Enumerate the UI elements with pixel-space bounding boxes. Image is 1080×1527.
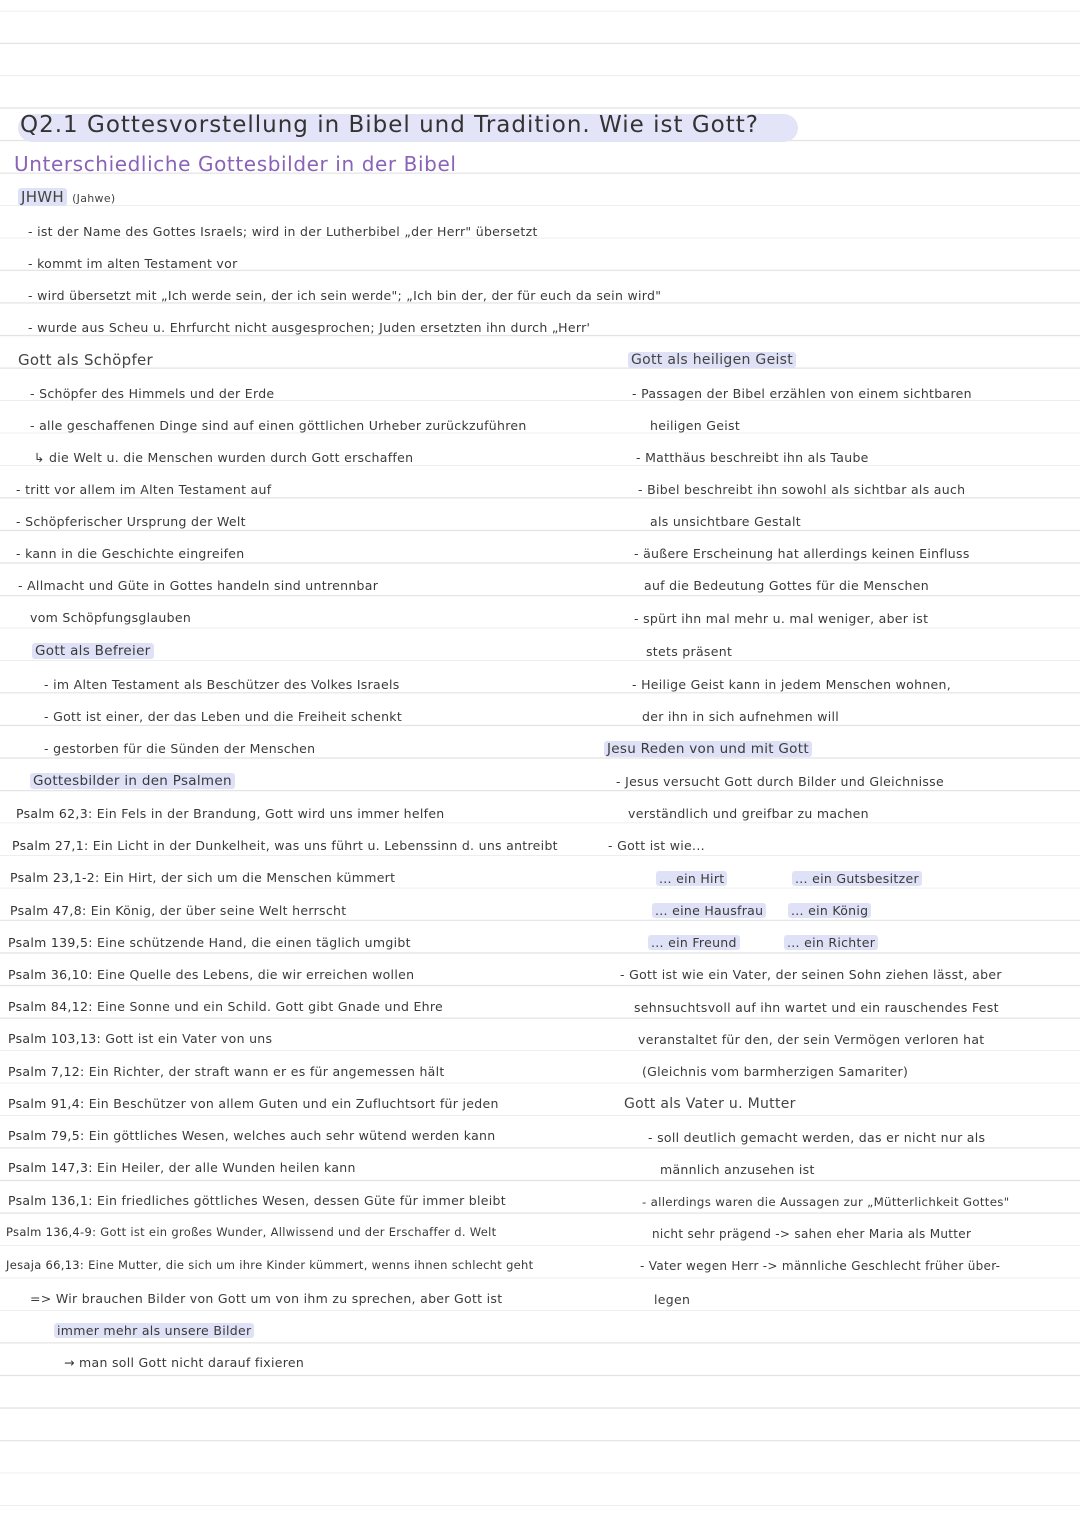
vater-mutter-item: männlich anzusehen ist	[660, 1162, 815, 1177]
jesu-item: - Gott ist wie...	[608, 838, 705, 853]
schoepfer-item: - alle geschaffenen Dinge sind auf einen göttlichen Urheber zurückzuführen	[30, 418, 527, 433]
geist-item: - Matthäus beschreibt ihn als Taube	[636, 450, 869, 465]
psalmen-conclusion: → man soll Gott nicht darauf fixieren	[64, 1355, 305, 1370]
jesu-item: verständlich und greifbar zu machen	[628, 806, 869, 821]
vater-mutter-item: - Vater wegen Herr -> männliche Geschlecht früher über-	[640, 1259, 1001, 1273]
psalm-line	[8, 1193, 506, 1208]
geist-item: auf die Bedeutung Gottes für die Menschen	[644, 578, 929, 593]
psalm-line	[8, 1064, 445, 1079]
geist-item: - Bibel beschreibt ihn sowohl als sichtbar als auch	[638, 482, 966, 497]
psalm-line	[6, 1258, 533, 1272]
psalm-text: Gott ist ein großes Wunder, Allwissend und der Erschaffer d. Welt	[100, 1225, 497, 1239]
geist-heading	[628, 352, 796, 368]
vater-mutter-heading: Gott als Vater u. Mutter	[624, 1096, 796, 1112]
psalm-text: Ein König, der über seine Welt herrscht	[90, 903, 347, 918]
psalm-text: Ein Hirt, der sich um die Menschen kümmert	[103, 870, 396, 885]
psalmen-conclusion: => Wir brauchen Bilder von Gott um von ihm zu sprechen, aber Gott ist	[30, 1291, 503, 1306]
psalm-ref: Psalm 136,1:	[8, 1193, 93, 1208]
jhwh-item: - wurde aus Scheu u. Ehrfurcht nicht ausgesprochen; Juden ersetzten ihn durch „Herr'	[28, 320, 591, 335]
page-title: Q2.1 Gottesvorstellung in Bibel und Tradition. Wie ist Gott?	[20, 112, 759, 138]
psalm-line	[8, 1128, 496, 1143]
jhwh-heading	[18, 188, 116, 206]
psalm-line	[12, 838, 558, 853]
vater-mutter-item: nicht sehr prägend -> sahen eher Maria als Mutter	[652, 1227, 972, 1241]
psalm-ref: Psalm 79,5:	[8, 1128, 85, 1143]
psalmen-conclusion	[54, 1323, 254, 1338]
jhwh-heading-text: JHWH	[18, 188, 67, 206]
schoepfer-heading: Gott als Schöpfer	[18, 351, 154, 369]
psalm-text: Eine Sonne und ein Schild. Gott gibt Gnade und Ehre	[97, 999, 444, 1014]
befreier-item: - Gott ist einer, der das Leben und die Freiheit schenkt	[44, 709, 403, 724]
schoepfer-item: - Schöpfer des Himmels und der Erde	[30, 386, 275, 401]
jesu-image-text: ... ein Freund	[648, 935, 740, 950]
geist-item: der ihn in sich aufnehmen will	[642, 709, 840, 724]
psalm-text: Ein Richter, der straft wann er es für angemessen hält	[88, 1064, 445, 1079]
psalmen-conclusion-highlight: immer mehr als unsere Bilder	[54, 1323, 254, 1338]
jesu-image	[656, 871, 727, 886]
geist-item: - spürt ihn mal mehr u. mal weniger, aber ist	[634, 611, 929, 626]
psalm-line	[10, 870, 395, 885]
jesu-image-text: ... ein Hirt	[656, 871, 727, 886]
psalm-ref: Psalm 62,3:	[16, 806, 93, 821]
jhwh-item: - wird übersetzt mit „Ich werde sein, der ich sein werde"; „Ich bin der, der für euch da sein wird"	[28, 288, 662, 303]
psalm-line	[10, 903, 346, 918]
geist-item: heiligen Geist	[650, 418, 741, 433]
psalm-line	[8, 1096, 499, 1111]
psalm-line	[8, 935, 411, 950]
geist-item: als unsichtbare Gestalt	[650, 514, 801, 529]
jesu-image	[788, 903, 871, 918]
jesu-image	[792, 871, 922, 886]
psalm-line	[8, 967, 414, 982]
jesu-item: - Gott ist wie ein Vater, der seinen Sohn ziehen lässt, aber	[620, 967, 1002, 982]
psalm-text: Ein Heiler, der alle Wunden heilen kann	[97, 1160, 356, 1175]
psalm-ref: Psalm 84,12:	[8, 999, 93, 1014]
schoepfer-item: - kann in die Geschichte eingreifen	[16, 546, 245, 561]
psalm-text: Ein göttliches Wesen, welches auch sehr wütend werden kann	[88, 1128, 496, 1143]
psalm-line	[6, 1225, 496, 1239]
jhwh-item: - kommt im alten Testament vor	[28, 256, 238, 271]
jesu-image	[652, 903, 766, 918]
jesu-image	[648, 935, 740, 950]
psalmen-heading	[30, 773, 235, 789]
psalm-text: Eine Quelle des Lebens, die wir erreichen wollen	[97, 967, 415, 982]
schoepfer-item: - tritt vor allem im Alten Testament auf	[16, 482, 272, 497]
psalm-ref: Psalm 23,1-2:	[10, 870, 100, 885]
schoepfer-item: ↳ die Welt u. die Menschen wurden durch Gott erschaffen	[34, 450, 414, 465]
jesu-image-text: ... eine Hausfrau	[652, 903, 766, 918]
psalm-line	[8, 1160, 356, 1175]
jesu-item: veranstaltet für den, der sein Vermögen verloren hat	[638, 1032, 985, 1047]
jhwh-item: - ist der Name des Gottes Israels; wird in der Lutherbibel „der Herr" übersetzt	[28, 224, 538, 239]
psalm-ref: Psalm 47,8:	[10, 903, 87, 918]
jesu-item: (Gleichnis vom barmherzigen Samariter)	[642, 1064, 909, 1079]
befreier-heading-text: Gott als Befreier	[32, 643, 154, 659]
psalm-text: Gott ist ein Vater von uns	[105, 1031, 273, 1046]
jhwh-heading-note: (Jahwe)	[72, 192, 116, 205]
geist-heading-text: Gott als heiligen Geist	[628, 352, 796, 368]
vater-mutter-item: legen	[654, 1292, 691, 1307]
jesu-heading	[604, 741, 812, 757]
geist-item: - Heilige Geist kann in jedem Menschen wohnen,	[632, 677, 952, 692]
psalm-text: Eine Mutter, die sich um ihre Kinder kümmert, wenns ihnen schlecht geht	[88, 1258, 534, 1272]
psalm-ref: Psalm 139,5:	[8, 935, 93, 950]
psalm-ref: Jesaja 66,13:	[6, 1258, 85, 1272]
geist-item: - Passagen der Bibel erzählen von einem sichtbaren	[632, 386, 972, 401]
schoepfer-item: - Allmacht und Güte in Gottes handeln sind untrennbar	[18, 578, 379, 593]
jesu-image	[784, 935, 878, 950]
jesu-heading-text: Jesu Reden von und mit Gott	[604, 741, 812, 757]
psalm-text: Eine schützende Hand, die einen täglich umgibt	[97, 935, 411, 950]
vater-mutter-item: - soll deutlich gemacht werden, das er nicht nur als	[648, 1130, 986, 1145]
psalm-ref: Psalm 7,12:	[8, 1064, 85, 1079]
psalm-ref: Psalm 136,4-9:	[6, 1225, 97, 1239]
psalmen-heading-text: Gottesbilder in den Psalmen	[30, 773, 235, 789]
befreier-heading	[32, 643, 154, 659]
jesu-item: - Jesus versucht Gott durch Bilder und Gleichnisse	[616, 774, 944, 789]
psalm-ref: Psalm 103,13:	[8, 1031, 101, 1046]
jesu-image-text: ... ein Richter	[784, 935, 878, 950]
psalm-text: Ein friedliches göttliches Wesen, dessen Güte für immer bleibt	[97, 1193, 506, 1208]
psalm-text: Ein Beschützer von allem Guten und ein Zufluchtsort für jeden	[88, 1096, 499, 1111]
psalm-ref: Psalm 27,1:	[12, 838, 89, 853]
psalm-line	[8, 1031, 272, 1046]
psalm-text: Ein Licht in der Dunkelheit, was uns führt u. Lebenssinn d. uns antreibt	[92, 838, 558, 853]
jesu-item: sehnsuchtsvoll auf ihn wartet und ein rauschendes Fest	[634, 1000, 999, 1015]
jesu-image-text: ... ein König	[788, 903, 871, 918]
psalm-ref: Psalm 91,4:	[8, 1096, 85, 1111]
jesu-image-text: ... ein Gutsbesitzer	[792, 871, 922, 886]
befreier-item: - gestorben für die Sünden der Menschen	[44, 741, 316, 756]
psalm-ref: Psalm 36,10:	[8, 967, 93, 982]
schoepfer-item: vom Schöpfungsglauben	[30, 610, 192, 625]
page-subtitle: Unterschiedliche Gottesbilder in der Bibel	[14, 152, 457, 176]
schoepfer-item: - Schöpferischer Ursprung der Welt	[16, 514, 246, 529]
geist-item: stets präsent	[646, 644, 733, 659]
psalm-text: Ein Fels in der Brandung, Gott wird uns immer helfen	[96, 806, 445, 821]
vater-mutter-item: - allerdings waren die Aussagen zur „Mütterlichkeit Gottes"	[642, 1195, 1010, 1209]
psalm-line	[8, 999, 443, 1014]
psalm-line	[16, 806, 445, 821]
befreier-item: - im Alten Testament als Beschützer des Volkes Israels	[44, 677, 400, 692]
psalm-ref: Psalm 147,3:	[8, 1160, 93, 1175]
geist-item: - äußere Erscheinung hat allerdings keinen Einfluss	[634, 546, 970, 561]
